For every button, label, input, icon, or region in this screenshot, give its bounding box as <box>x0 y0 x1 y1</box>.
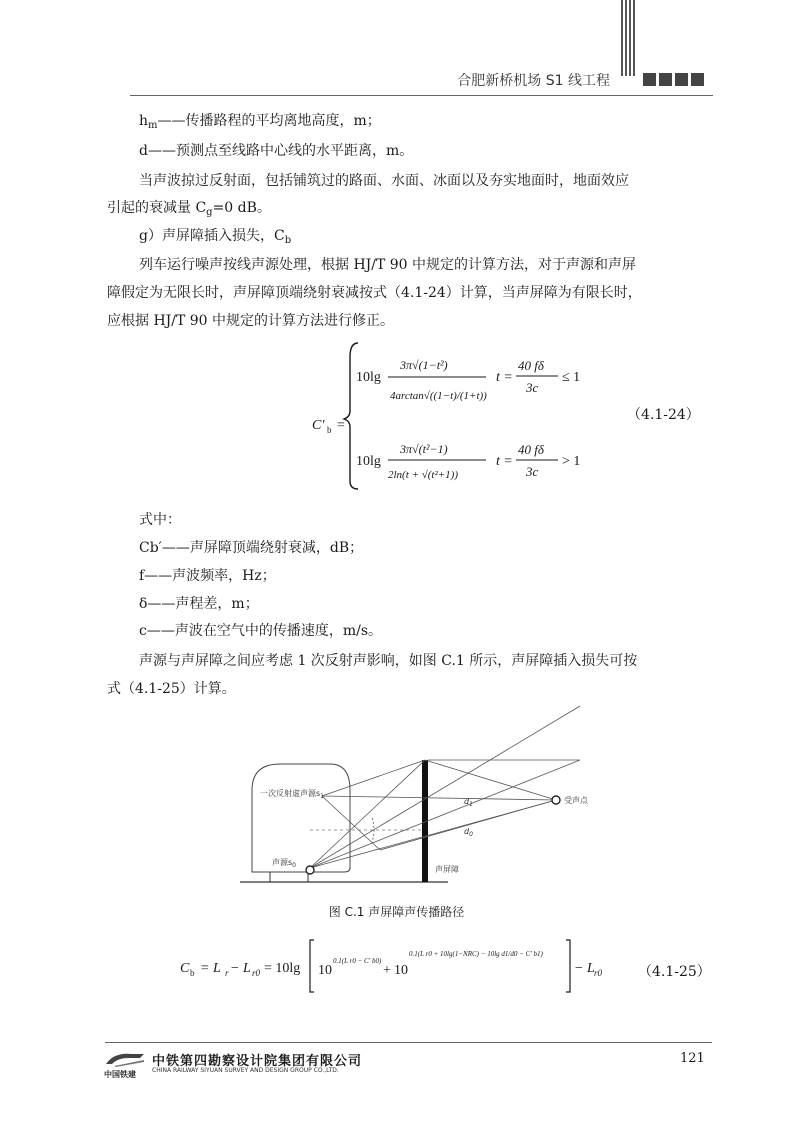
definition-cb: Cb′——声屏障顶端绕射衰减，dB； <box>139 540 364 556</box>
receiver-point-marker <box>552 796 560 804</box>
header-decoration-bars <box>621 0 635 76</box>
eq25-left-bracket <box>310 940 314 992</box>
path-d1 <box>322 796 556 800</box>
source-point-marker <box>306 866 314 874</box>
label-receiver: 受声点 <box>564 796 588 805</box>
eq24-case2-cond-den: 3c <box>526 464 539 479</box>
eq25-mid: = L <box>200 961 221 976</box>
eq24-case1-cond-rel: ≤ 1 <box>562 370 581 385</box>
label-mirror-source: 一次反射虚声源$s_1$ <box>260 789 324 800</box>
definition-delta: δ——声程差，m； <box>139 596 259 612</box>
eq25-term2-exp: 0.1(L r0 + 10lg(1−NRC) − 10lg d1/d0 − C′ b1) <box>409 950 543 958</box>
figure-c1-barrier-path-diagram <box>230 700 590 890</box>
equation-4-1-24 <box>300 337 600 497</box>
eq24-case2-coef: 10lg <box>356 454 381 469</box>
eq25-eq10lg: = 10lg <box>264 961 301 976</box>
eq24-equals: = <box>337 418 345 433</box>
eq24-case2-cond-num: 40 fδ <box>518 442 544 457</box>
equation-number-4-1-24: （4.1-24） <box>627 407 700 423</box>
eq24-case2-cond-t: t = <box>496 454 513 469</box>
eq24-case1-cond-t: t = <box>496 370 513 385</box>
label-source: 声源$s_0$ <box>272 858 296 869</box>
path-reflection <box>322 796 380 850</box>
label-d0: $d_0$ <box>464 827 473 838</box>
eq24-case2-num: 3π√(t²−1) <box>400 442 448 456</box>
eq24-case1-den: 4arctan√((1−t)/(1+t)) <box>390 390 487 402</box>
paragraph-ground-effect-line2: 引起的衰减量 $C_g=0$ dB。 <box>107 200 271 218</box>
running-header-title: 合肥新桥机场 S1 线工程 <box>457 73 610 89</box>
company-logo-icon <box>104 1050 148 1068</box>
page-number: 121 <box>680 1051 705 1066</box>
paragraph-barrier-line3: 应根据 HJ/T 90 中规定的计算方法进行修正。 <box>107 313 395 329</box>
header-decoration-squares <box>643 71 707 90</box>
eq25-mid-sub2: r0 <box>252 968 261 978</box>
paragraph-barrier-line1: 列车运行噪声按线声源处理，根据 HJ/T 90 中规定的计算方法，对于声源和声屏 <box>139 257 637 273</box>
path-reflection-to-receiver <box>380 800 556 850</box>
paragraph-reflection-line2: 式（4.1-25）计算。 <box>107 681 236 697</box>
eq24-case2-cond-rel: > 1 <box>562 454 581 469</box>
eq24-case1-num: 3π√(1−t²) <box>400 358 448 372</box>
eq24-case2-den: 2ln(t + √(t²+1)) <box>388 469 459 481</box>
eq25-right-bracket <box>566 940 570 992</box>
definition-c: c——声波在空气中的传播速度，m/s。 <box>139 623 383 639</box>
diffraction-ray-upper <box>310 706 580 868</box>
eq25-lhs: C <box>180 961 190 976</box>
definition-f: f——声波频率，Hz； <box>139 568 276 584</box>
label-d1: $d_1$ <box>464 797 473 808</box>
definition-hm: $h_m——$传播路程的平均离地高度，m； <box>139 113 381 131</box>
paragraph-reflection-line1: 声源与声屏障之间应考虑 1 次反射声影响，如图 C.1 所示，声屏障插入损失可按 <box>139 653 638 669</box>
eq25-term1-exp: 0.1(L r0 − C′ b0) <box>333 957 382 965</box>
eq25-tail: − L <box>574 961 595 976</box>
eq25-mid-sub1: r <box>225 968 229 978</box>
header-rule <box>130 95 713 96</box>
definition-d: d——预测点至线路中心线的水平距离，m。 <box>139 143 414 159</box>
paragraph-barrier-line2: 障假定为无限长时，声屏障顶端绕射衰减按式（4.1-24）计算，当声屏障为有限长时， <box>107 285 642 301</box>
footer-rule <box>105 1042 712 1043</box>
eq24-case1-coef: 10lg <box>356 370 381 385</box>
path-barrier-top-to-receiver <box>425 760 556 800</box>
where-label: 式中： <box>139 512 181 528</box>
equation-number-4-1-25: （4.1-25） <box>638 964 711 980</box>
footer-company-name: 中铁第四勘察设计院集团有限公司 <box>152 1054 363 1069</box>
label-barrier: 声屏障 <box>435 865 459 874</box>
train-outline <box>252 764 350 872</box>
footer-company-name-english: CHINA RAILWAY SIYUAN SURVEY AND DESIGN GROUP CO.,LTD. <box>152 1067 339 1074</box>
paragraph-ground-effect-line1: 当声波掠过反射面，包括铺筑过的路面、水面、冰面以及夯实地面时，地面效应 <box>139 173 629 189</box>
item-g-heading: g）声屏障插入损失，$C_b$ <box>139 228 292 246</box>
figure-caption: 图 C.1 声屏障声传播路径 <box>328 905 465 919</box>
eq25-lhs-sub: b <box>190 968 195 978</box>
eq24-case1-cond-den: 3c <box>526 380 539 395</box>
eq25-tail-sub: r0 <box>594 968 603 978</box>
eq24-lhs: C′ <box>312 418 325 433</box>
footer-parent-company: 中国铁建 <box>104 1070 136 1079</box>
eq25-minus: − L <box>230 961 251 976</box>
eq24-case1-cond-num: 40 fδ <box>518 358 544 373</box>
equation-4-1-25 <box>180 934 630 998</box>
eq25-plus: + <box>383 963 391 978</box>
eq24-lhs-sub: b <box>327 425 332 435</box>
eq25-term1-base: 10 <box>318 963 332 978</box>
eq25-term2-base: 10 <box>394 963 408 978</box>
